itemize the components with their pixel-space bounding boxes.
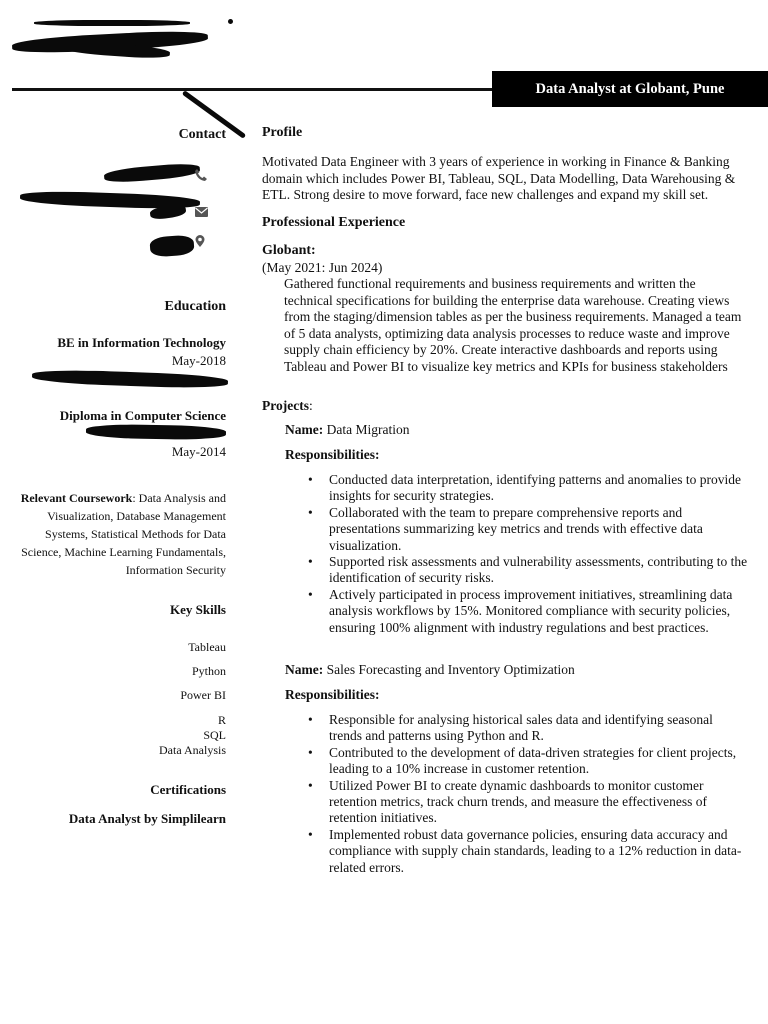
skill-item: Python	[191, 664, 226, 678]
responsibility-item: • Responsible for analysing historical sales data and identifying seasonal trends and patterns using Python and R.	[262, 712, 748, 745]
contact-heading: Contact	[178, 127, 226, 142]
education-heading: Education	[164, 299, 226, 314]
certification-item: Data Analyst by Simplilearn	[68, 811, 226, 826]
skills-heading: Key Skills	[170, 602, 226, 617]
job-title-banner	[492, 71, 768, 107]
responsibility-item: • Collaborated with the team to prepare comprehensive reports and presentations summarizing key metrics and trends with effective data visualization.	[262, 505, 748, 554]
redacted-location	[149, 234, 194, 257]
projects-heading-line	[262, 398, 752, 415]
education-degree: Diploma in Computer Science	[59, 408, 226, 423]
redacted-phone	[104, 162, 201, 184]
skill-item: Data Analysis	[159, 743, 226, 757]
experience-text: Gathered functional requirements and business requirements and written the technical specifications for building the enterprise data warehouse. Creating views from the staging/dimension tables as per the business requirements. Managed a team of 5 data analysts, optimizing data analysis processes to reduce waste and improve supply chain efficiency by 20%. Create interactive dashboards and reports using Tableau and Power BI to visualize key metrics and KPIs for business stakeholders	[284, 276, 742, 374]
profile-text: Motivated Data Engineer with 3 years of experience in working in Finance & Banking domain which includes Power BI, Tableau, SQL, Data Modelling, Data Warehousing & ETL. Strong desire to move forward, face new challenges and expand my skill set.	[262, 154, 736, 202]
coursework-text: : Data Analysis and Visualization, Database Management Systems, Statistical Methods for Data Science, Machine Learning Fundamentals, Information Security	[21, 491, 226, 577]
email-icon	[193, 205, 210, 219]
job-title: Data Analyst at Globant, Pune	[535, 80, 725, 97]
coursework-label: Relevant Coursework	[20, 491, 133, 505]
project-name: Data Migration	[326, 422, 410, 437]
experience-heading: Professional Experience	[262, 215, 406, 230]
redacted-name	[228, 19, 233, 24]
company-name: Globant:	[262, 243, 316, 258]
responsibility-item: • Implemented robust data governance policies, ensuring data accuracy and compliance with supply chain standards, leading to a 12% reduction in data-related errors.	[262, 827, 748, 876]
responsibility-item: • Supported risk assessments and vulnerability assessments, contributing to the identification of security risks.	[262, 554, 748, 587]
redacted-institution	[32, 369, 228, 390]
responsibility-item: • Conducted data interpretation, identifying patterns and anomalies to provide insights for security strategies.	[262, 472, 748, 505]
redacted-institution	[86, 424, 226, 440]
project-name-line	[285, 662, 768, 679]
responsibilities-list	[262, 472, 748, 636]
responsibility-item: • Actively participated in process improvement initiatives, streamlining data analysis workflows by 15%. Monitored compliance with security policies, ensuring 100% alignment with industry regulations and best practices.	[262, 587, 748, 636]
project-name-label: Name:	[285, 662, 324, 677]
skill-item: R	[217, 713, 226, 727]
skill-item: Power BI	[180, 688, 226, 702]
phone-icon	[194, 168, 208, 182]
coursework	[10, 489, 226, 579]
redacted-name	[34, 20, 190, 26]
responsibilities-label: Responsibilities:	[285, 687, 380, 702]
projects-heading: Projects	[262, 398, 309, 413]
projects-colon: :	[308, 398, 313, 413]
employment-period: (May 2021: Jun 2024)	[262, 260, 383, 275]
skill-item: SQL	[203, 728, 226, 742]
certifications-heading: Certifications	[150, 782, 226, 797]
header-divider	[12, 88, 494, 91]
education-date: May-2014	[171, 444, 226, 459]
responsibility-item: • Contributed to the development of data-driven strategies for client projects, leading to a 10% increase in customer retention.	[262, 745, 748, 778]
project-name: Sales Forecasting and Inventory Optimization	[326, 662, 575, 677]
profile-heading: Profile	[262, 125, 303, 140]
responsibility-item: • Utilized Power BI to create dynamic dashboards to monitor customer retention metrics, track churn trends, and measure the effectiveness of retention initiatives.	[262, 778, 748, 827]
education-degree: BE in Information Technology	[57, 335, 226, 350]
project-name-label: Name:	[285, 422, 324, 437]
responsibilities-list	[262, 712, 748, 876]
skill-item: Tableau	[188, 640, 226, 654]
responsibilities-label: Responsibilities:	[285, 447, 380, 462]
education-date: May-2018	[171, 353, 226, 368]
project-name-line	[285, 422, 768, 439]
location-pin-icon	[193, 234, 207, 248]
